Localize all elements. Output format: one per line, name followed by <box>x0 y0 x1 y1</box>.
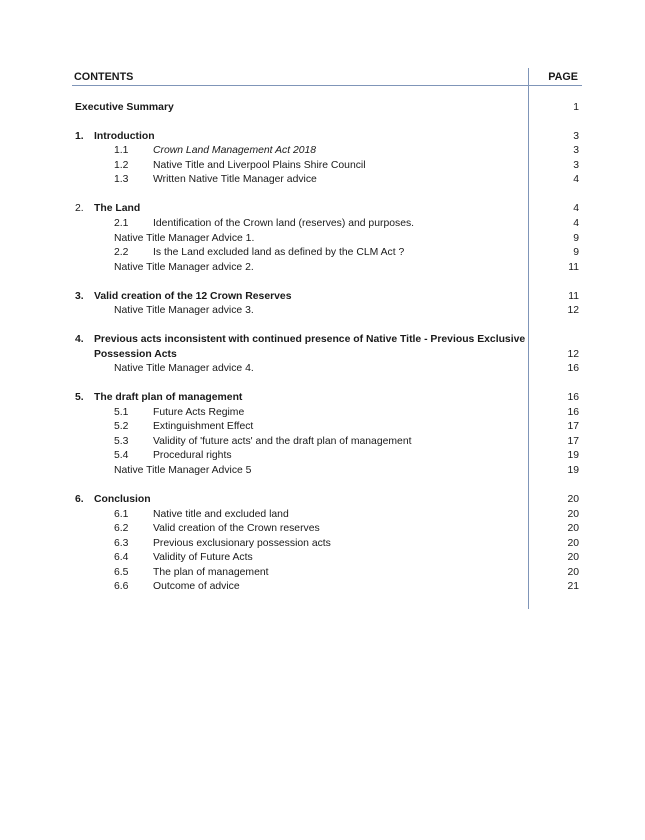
toc-entry-6-5[interactable] <box>0 566 645 580</box>
toc-entry-page: 12 <box>567 305 579 316</box>
toc-entry-page: 11 <box>568 262 579 273</box>
toc-entry-title: Validity of Future Acts <box>153 552 253 563</box>
toc-section-5[interactable] <box>0 391 645 405</box>
toc-entry-1-2[interactable] <box>0 159 645 173</box>
toc-entry-title: Future Acts Regime <box>153 407 245 418</box>
toc-entry-number: 6.5 <box>114 567 129 578</box>
toc-entry-page: 4 <box>573 218 579 229</box>
toc-entry-page: 20 <box>567 523 579 534</box>
header-rule <box>72 85 582 86</box>
toc-entry-number: 6.1 <box>114 509 129 520</box>
toc-entry-6-3[interactable] <box>0 537 645 551</box>
toc-section-2[interactable] <box>0 202 645 216</box>
toc-entry-number: 2.2 <box>114 247 129 258</box>
toc-entry-number: 5.4 <box>114 450 129 461</box>
toc-entry-page: 9 <box>573 233 579 244</box>
toc-entry-title: Native Title and Liverpool Plains Shire Council <box>153 160 366 171</box>
toc-entry-2-2[interactable] <box>0 246 645 260</box>
toc-entry-advice-2[interactable] <box>0 261 645 275</box>
toc-entry-title: Native Title Manager Advice 5 <box>114 465 252 476</box>
toc-entry-title: Written Native Title Manager advice <box>153 174 317 185</box>
toc-entry-page: 3 <box>573 160 579 171</box>
toc-entry-title: Native Title Manager advice 4. <box>114 363 254 374</box>
toc-entry-advice-4[interactable] <box>0 362 645 376</box>
toc-entry-advice-1[interactable] <box>0 232 645 246</box>
toc-section-page: 12 <box>567 349 579 360</box>
toc-entry-number: 5.2 <box>114 421 129 432</box>
toc-section-title-line-1: Previous acts inconsistent with continued presence of Native Title - Previous Exclusive <box>94 334 526 345</box>
toc-entry-5-1[interactable] <box>0 406 645 420</box>
toc-entry-1-1[interactable] <box>0 144 645 158</box>
toc-entry-title: Previous exclusionary possession acts <box>153 538 331 549</box>
toc-entry-6-4[interactable] <box>0 551 645 565</box>
toc-section-page: 3 <box>573 131 579 142</box>
toc-entry-5-2[interactable] <box>0 420 645 434</box>
toc-entry-5-4[interactable] <box>0 449 645 463</box>
toc-entry-title: Outcome of advice <box>153 581 240 592</box>
toc-entry-page: 17 <box>567 421 579 432</box>
toc-entry-6-2[interactable] <box>0 522 645 536</box>
toc-entry-executive-summary[interactable] <box>0 101 645 115</box>
toc-entry-number: 5.1 <box>114 407 129 418</box>
toc-entry-number: 1.3 <box>114 174 129 185</box>
toc-entry-title: Native title and excluded land <box>153 509 289 520</box>
toc-entry-page: 4 <box>573 174 579 185</box>
toc-section-number: 1. <box>75 131 84 142</box>
page-heading: PAGE <box>548 71 578 83</box>
toc-entry-advice-5[interactable] <box>0 464 645 478</box>
toc-section-6[interactable] <box>0 493 645 507</box>
toc-section-4[interactable] <box>0 333 645 347</box>
toc-entry-page: 20 <box>567 567 579 578</box>
toc-entry-page: 21 <box>567 581 579 592</box>
toc-entry-title: Valid creation of the Crown reserves <box>153 523 320 534</box>
toc-entry-page: 19 <box>567 450 579 461</box>
toc-section-title: Introduction <box>94 131 155 142</box>
toc-entry-number: 1.1 <box>114 145 129 156</box>
toc-entry-title: Procedural rights <box>153 450 232 461</box>
toc-entry-number: 5.3 <box>114 436 129 447</box>
toc-entry-page: 19 <box>567 465 579 476</box>
toc-entry-number: 6.3 <box>114 538 129 549</box>
toc-entry-page: 9 <box>573 247 579 258</box>
toc-entry-number: 1.2 <box>114 160 129 171</box>
toc-entry-page: 16 <box>567 407 579 418</box>
toc-entry-number: 2.1 <box>114 218 129 229</box>
toc-entry-title: Executive Summary <box>75 102 174 113</box>
toc-section-number: 6. <box>75 494 84 505</box>
toc-section-number: 2. <box>75 203 84 214</box>
toc-entry-title: Native Title Manager advice 3. <box>114 305 254 316</box>
toc-entry-title: Is the Land excluded land as defined by the CLM Act ? <box>153 247 405 258</box>
toc-section-number: 5. <box>75 392 84 403</box>
toc-section-page: 4 <box>573 203 579 214</box>
toc-section-page: 16 <box>567 392 579 403</box>
toc-entry-page: 20 <box>567 552 579 563</box>
toc-entry-title: Crown Land Management Act 2018 <box>153 145 317 156</box>
toc-entry-title: Identification of the Crown land (reserves) and purposes. <box>153 218 415 229</box>
toc-entry-number: 6.4 <box>114 552 129 563</box>
toc-entry-number: 6.6 <box>114 581 129 592</box>
toc-entry-page: 16 <box>567 363 579 374</box>
toc-entry-1-3[interactable] <box>0 173 645 187</box>
toc-entry-page: 20 <box>567 509 579 520</box>
toc-entry-2-1[interactable] <box>0 217 645 231</box>
toc-entry-number: 6.2 <box>114 523 129 534</box>
toc-section-1[interactable] <box>0 130 645 144</box>
toc-entry-6-1[interactable] <box>0 508 645 522</box>
toc-section-title: Conclusion <box>94 494 151 505</box>
toc-entry-title: Validity of 'future acts' and the draft plan of management <box>153 436 412 447</box>
toc-section-title: The Land <box>94 203 141 214</box>
toc-section-title: Valid creation of the 12 Crown Reserves <box>94 291 292 302</box>
toc-entry-page: 1 <box>573 102 579 113</box>
toc-section-number: 4. <box>75 334 84 345</box>
toc-entry-page: 17 <box>567 436 579 447</box>
toc-section-title-line-2: Possession Acts <box>94 349 177 360</box>
toc-entry-title: Extinguishment Effect <box>153 421 254 432</box>
toc-entry-title: Native Title Manager Advice 1. <box>114 233 255 244</box>
toc-section-number: 3. <box>75 291 84 302</box>
toc-section-title: The draft plan of management <box>94 392 243 403</box>
toc-entry-title: Native Title Manager advice 2. <box>114 262 254 273</box>
toc-entry-5-3[interactable] <box>0 435 645 449</box>
toc-entry-advice-3[interactable] <box>0 304 645 318</box>
contents-heading: CONTENTS <box>74 71 134 83</box>
toc-section-3[interactable] <box>0 290 645 304</box>
toc-entry-6-6[interactable] <box>0 580 645 594</box>
toc-entry-page: 20 <box>567 538 579 549</box>
toc-section-page: 20 <box>567 494 579 505</box>
toc-entry-page: 3 <box>573 145 579 156</box>
toc-entry-title: The plan of management <box>153 567 269 578</box>
toc-section-page: 11 <box>568 291 579 302</box>
toc-section-4-continued[interactable] <box>0 348 645 362</box>
